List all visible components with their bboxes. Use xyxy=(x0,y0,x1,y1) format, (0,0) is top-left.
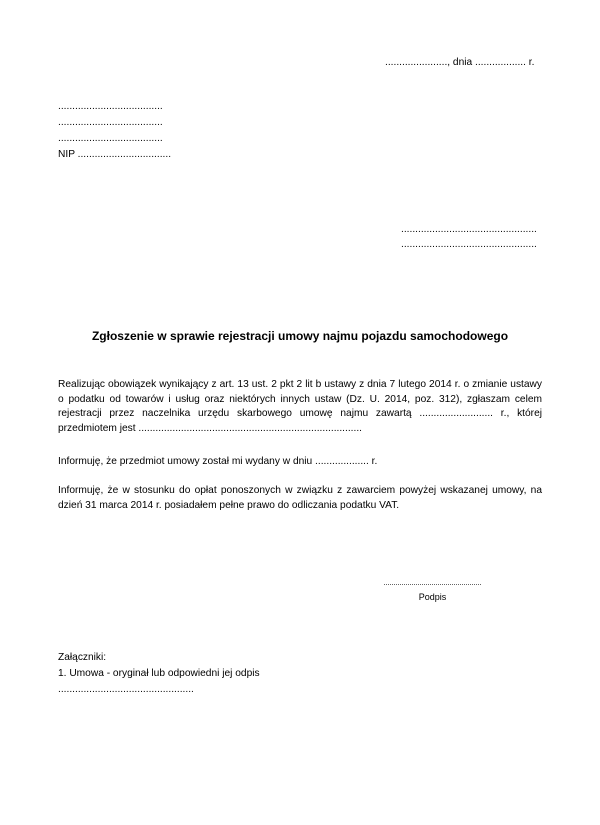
attachment-blank-line: ................................................ xyxy=(58,684,194,695)
sender-line-3: ..................................... xyxy=(58,133,163,144)
signature-label: Podpis xyxy=(418,592,447,602)
sender-line-1: ..................................... xyxy=(58,101,163,112)
body-paragraph-2: Informuję, że przedmiot umowy został mi wydany w dniu ................... r. xyxy=(58,456,378,467)
body-paragraph-3: Informuję, że w stosunku do opłat ponoszonych w związku z zawarciem powyżej wskazanej umowy, na dzień 31 marca 2014 r. posiadałem pełne prawo do odliczania podatku VAT. xyxy=(58,485,542,511)
attachment-item: 1. Umowa - oryginał lub odpowiedni jej odpis xyxy=(58,668,260,679)
body-paragraph-1: Realizując obowiązek wynikający z art. 13 ust. 2 pkt 2 lit b ustawy z dnia 7 lutego 2014 r. o zmianie ustawy o podatku od towarów i usług oraz niektórych innych ustaw (Dz. U. 2014, poz. 312), zgłaszam celem rejestracji przez naczelnika urzędu skarbowego umowę najmu zawartą .......................... r., której przedmiotem jest ............................................................................... xyxy=(58,379,542,434)
recipient-line-1: ................................................ xyxy=(401,224,537,235)
document-title: Zgłoszenie w sprawie rejestracji umowy najmu pojazdu samochodowego xyxy=(91,329,509,343)
recipient-line-2: ................................................ xyxy=(401,239,537,250)
signature-line xyxy=(384,584,481,585)
sender-nip-field: NIP ................................. xyxy=(58,149,172,160)
sender-line-2: ..................................... xyxy=(58,117,163,128)
attachments-heading: Załączniki: xyxy=(58,652,107,663)
place-and-date-field: ......................, dnia .................. r. xyxy=(385,57,535,68)
